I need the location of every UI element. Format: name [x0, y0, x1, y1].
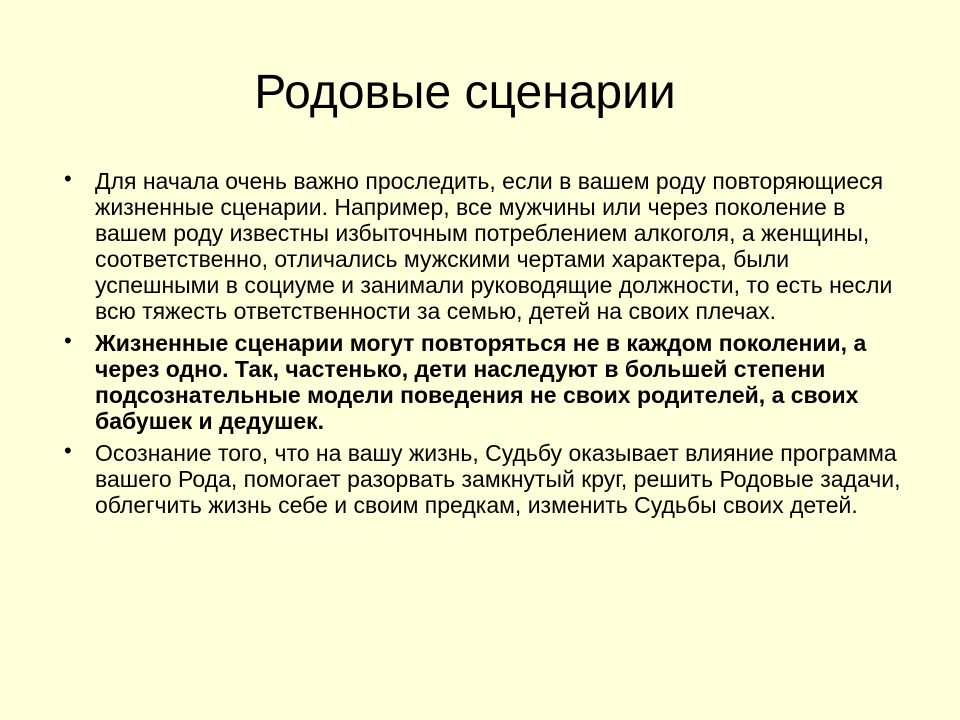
bullet-icon: •: [64, 328, 72, 353]
bullet-item-3: [64, 440, 909, 518]
bullet-text: Осознание того, что на вашу жизнь, Судьбу оказывает влияние программа вашего Рода, помогает разорвать замкнутый круг, решить Родовые задачи, облегчить жизнь себе и своим предкам, изменить Судьбы своих детей.: [95, 440, 901, 518]
bullet-item-2: [64, 330, 909, 434]
bullet-icon: •: [64, 438, 72, 463]
bullet-icon: •: [64, 166, 72, 191]
bullet-text: Жизненные сценарии могут повторяться не в каждом поколении, а через одно. Так, частенько, дети наследуют в большей степени подсознательные модели поведения не своих родителей, а своих бабушек и дедушек.: [95, 330, 867, 434]
bullet-item-1: [64, 168, 909, 324]
bullet-list: [64, 168, 909, 524]
bullet-text: Для начала очень важно проследить, если в вашем роду повторяющиеся жизненные сценарии. Например, все мужчины или через поколение в вашем роду известны избыточным потреблением алкоголя, а женщины, соответственно, отличались мужскими чертами характера, были успешными в социуме и занимали руководящие должности, то есть несли всю тяжесть ответственности за семью, детей на своих плечах.: [95, 168, 893, 324]
slide-title: Родовые сценарии: [254, 66, 676, 119]
